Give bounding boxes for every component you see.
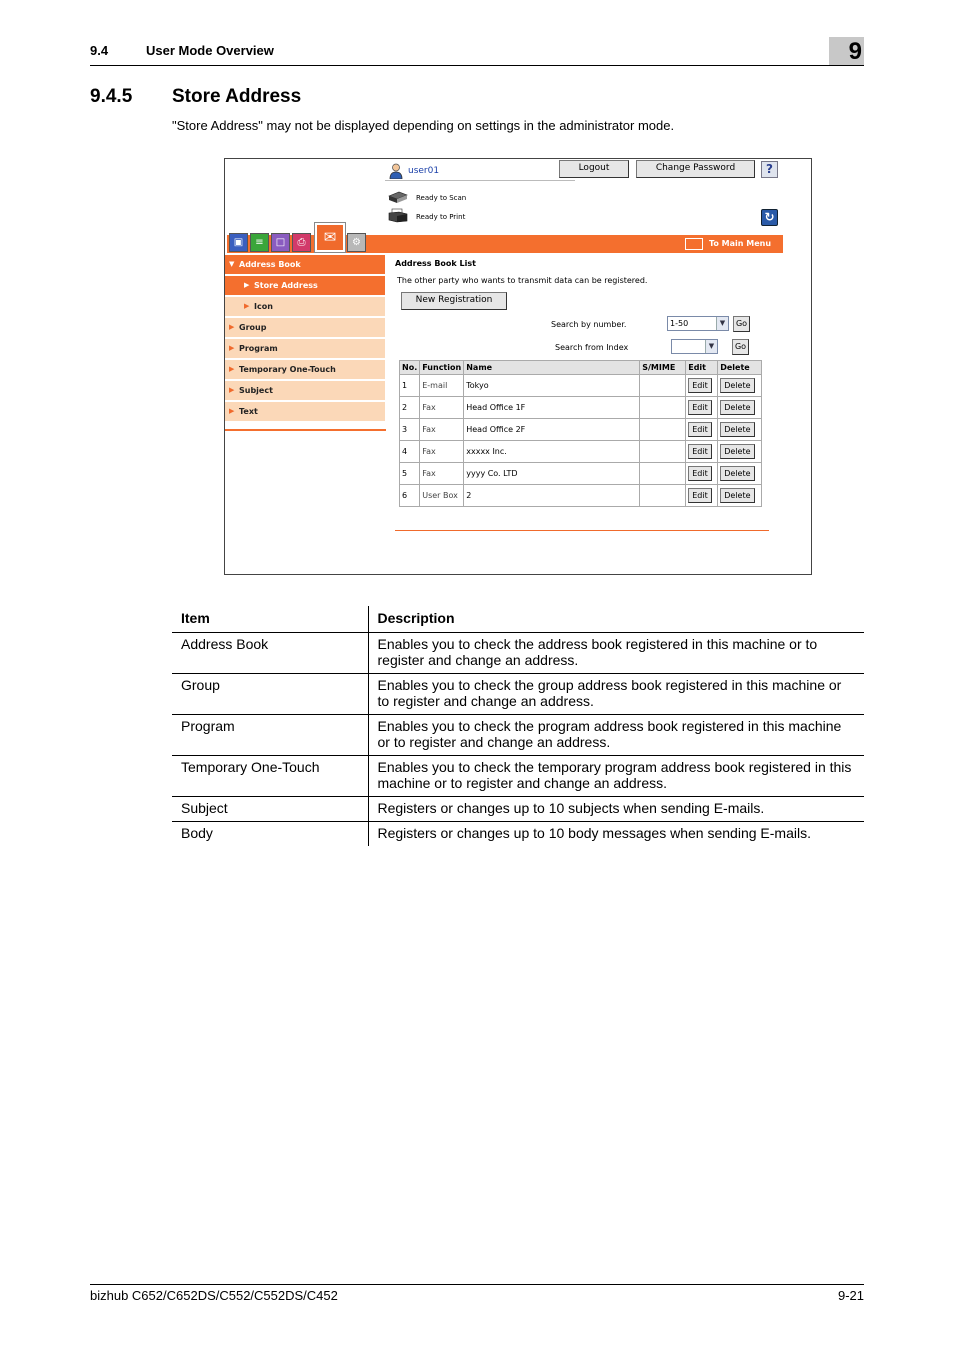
status-print-text: Ready to Print (416, 213, 466, 221)
table-row: Address Book Enables you to check the address book registered in this machine or to register and change an address. (172, 632, 864, 673)
chevron-down-icon: ▼ (705, 340, 717, 353)
sidebar-item-text[interactable]: ▶ Text (225, 402, 385, 422)
search-index-select[interactable] (671, 339, 718, 354)
col-description: Description (368, 606, 864, 632)
col-item: Item (172, 606, 368, 632)
edit-button[interactable]: Edit (688, 400, 712, 415)
table-header-row (172, 606, 864, 632)
expand-triangle-icon: ▼ (229, 260, 235, 268)
delete-button[interactable]: Delete (720, 400, 754, 415)
arrow-right-icon: ▶ (244, 302, 250, 310)
scanner-icon (387, 190, 409, 205)
user-divider (385, 180, 575, 181)
sidebar-item-program[interactable]: ▶ Program (225, 339, 385, 359)
col-name: Name (464, 361, 640, 375)
table-row: Body Registers or changes up to 10 body messages when sending E-mails. (172, 821, 864, 846)
user-name: user01 (408, 166, 440, 176)
tab-settings-icon[interactable]: ⚙ (347, 233, 366, 252)
help-button[interactable]: ? (761, 161, 778, 178)
heading-number: 9.4.5 (90, 86, 133, 107)
table-row: Program Enables you to check the program address book registered in this machine or to register and change an address. (172, 714, 864, 755)
edit-button[interactable]: Edit (688, 378, 712, 393)
col-function: Function (420, 361, 464, 375)
table-row: 4 Fax xxxxx Inc. Edit Delete (400, 441, 762, 463)
table-row: Group Enables you to check the group address book registered in this machine or to register and change an address. (172, 673, 864, 714)
logout-button[interactable]: Logout (559, 160, 629, 178)
new-registration-button[interactable]: New Registration (401, 292, 507, 310)
arrow-right-icon: ▶ (229, 344, 235, 352)
sidebar-item-address-book[interactable]: ▼ Address Book (225, 255, 385, 275)
table-row: Temporary One-Touch Enables you to check the temporary program address book registered in this machine or to register and change an address. (172, 755, 864, 796)
go-index-button[interactable]: Go (732, 339, 749, 355)
edit-button[interactable]: Edit (688, 466, 712, 481)
delete-button[interactable]: Delete (720, 466, 754, 481)
col-delete: Delete (718, 361, 762, 375)
sidebar-divider (225, 429, 386, 431)
arrow-right-icon: ▶ (229, 386, 235, 394)
go-number-button[interactable]: Go (733, 316, 750, 332)
to-main-menu-link[interactable]: To Main Menu (709, 239, 772, 248)
item-description-table (172, 606, 864, 846)
sidebar-item-group[interactable]: ▶ Group (225, 318, 385, 338)
edit-button[interactable]: Edit (688, 422, 712, 437)
tab-job-icon[interactable]: ▣ (229, 233, 248, 252)
search-number-select[interactable]: 1-50 ▼ (667, 316, 729, 331)
content-subtitle: The other party who wants to transmit data can be registered. (397, 276, 648, 285)
user-icon (389, 163, 403, 179)
edit-button[interactable]: Edit (688, 444, 712, 459)
tab-print-icon[interactable]: ⎙ (292, 233, 311, 252)
model-name: bizhub C652/C652DS/C552/C552DS/C452 (90, 1288, 338, 1303)
sidebar-item-subject[interactable]: ▶ Subject (225, 381, 385, 401)
search-number-label: Search by number. (551, 320, 627, 329)
col-edit: Edit (686, 361, 718, 375)
heading-title: Store Address (172, 86, 302, 107)
pageScope-screenshot (224, 158, 812, 575)
table-row: Subject Registers or changes up to 10 subjects when sending E-mails. (172, 796, 864, 821)
sidebar-item-temporary-one-touch[interactable]: ▶ Temporary One-Touch (225, 360, 385, 380)
refresh-icon[interactable]: ↻ (761, 209, 778, 226)
arrow-right-icon: ▶ (229, 407, 235, 415)
delete-button[interactable]: Delete (720, 378, 754, 393)
section-number: 9.4 (90, 43, 109, 58)
delete-button[interactable]: Delete (720, 422, 754, 437)
chapter-badge: 9 (829, 37, 864, 65)
change-password-button[interactable]: Change Password (636, 160, 755, 178)
sidebar-item-store-address[interactable]: ▶ Store Address (225, 276, 385, 296)
edit-button[interactable]: Edit (688, 488, 712, 503)
table-header-row (400, 361, 762, 375)
status-scan-text: Ready to Scan (416, 194, 467, 202)
col-smime: S/MIME (640, 361, 686, 375)
table-row: 3 Fax Head Office 2F Edit Delete (400, 419, 762, 441)
page-footer (90, 1284, 864, 1303)
col-no: No. (400, 361, 420, 375)
tab-box-icon[interactable]: □ (271, 233, 290, 252)
content-title: Address Book List (395, 259, 476, 268)
tab-store-address-icon[interactable]: ✉ (315, 223, 345, 252)
page-number: 9-21 (837, 1288, 864, 1303)
sidebar-item-icon[interactable]: ▶ Icon (225, 297, 385, 317)
address-book-table (399, 360, 762, 507)
main-menu-icon[interactable] (685, 238, 703, 250)
content-divider (395, 530, 769, 531)
arrow-right-icon: ▶ (229, 365, 235, 373)
table-row: 1 E-mail Tokyo Edit Delete (400, 375, 762, 397)
chevron-down-icon: ▼ (716, 317, 728, 330)
table-row: 5 Fax yyyy Co. LTD Edit Delete (400, 463, 762, 485)
intro-text: "Store Address" may not be displayed depending on settings in the administrator mode. (172, 118, 675, 133)
running-header (90, 40, 864, 66)
arrow-right-icon: ▶ (244, 281, 250, 289)
search-index-label: Search from Index (555, 343, 629, 352)
printer-icon (387, 208, 409, 223)
arrow-right-icon: ▶ (229, 323, 235, 331)
delete-button[interactable]: Delete (720, 444, 754, 459)
delete-button[interactable]: Delete (720, 488, 754, 503)
tab-document-icon[interactable]: ≡ (250, 233, 269, 252)
table-row: 2 Fax Head Office 1F Edit Delete (400, 397, 762, 419)
function-tabs (227, 223, 373, 253)
section-title: User Mode Overview (146, 43, 274, 58)
table-row: 6 User Box 2 Edit Delete (400, 485, 762, 507)
